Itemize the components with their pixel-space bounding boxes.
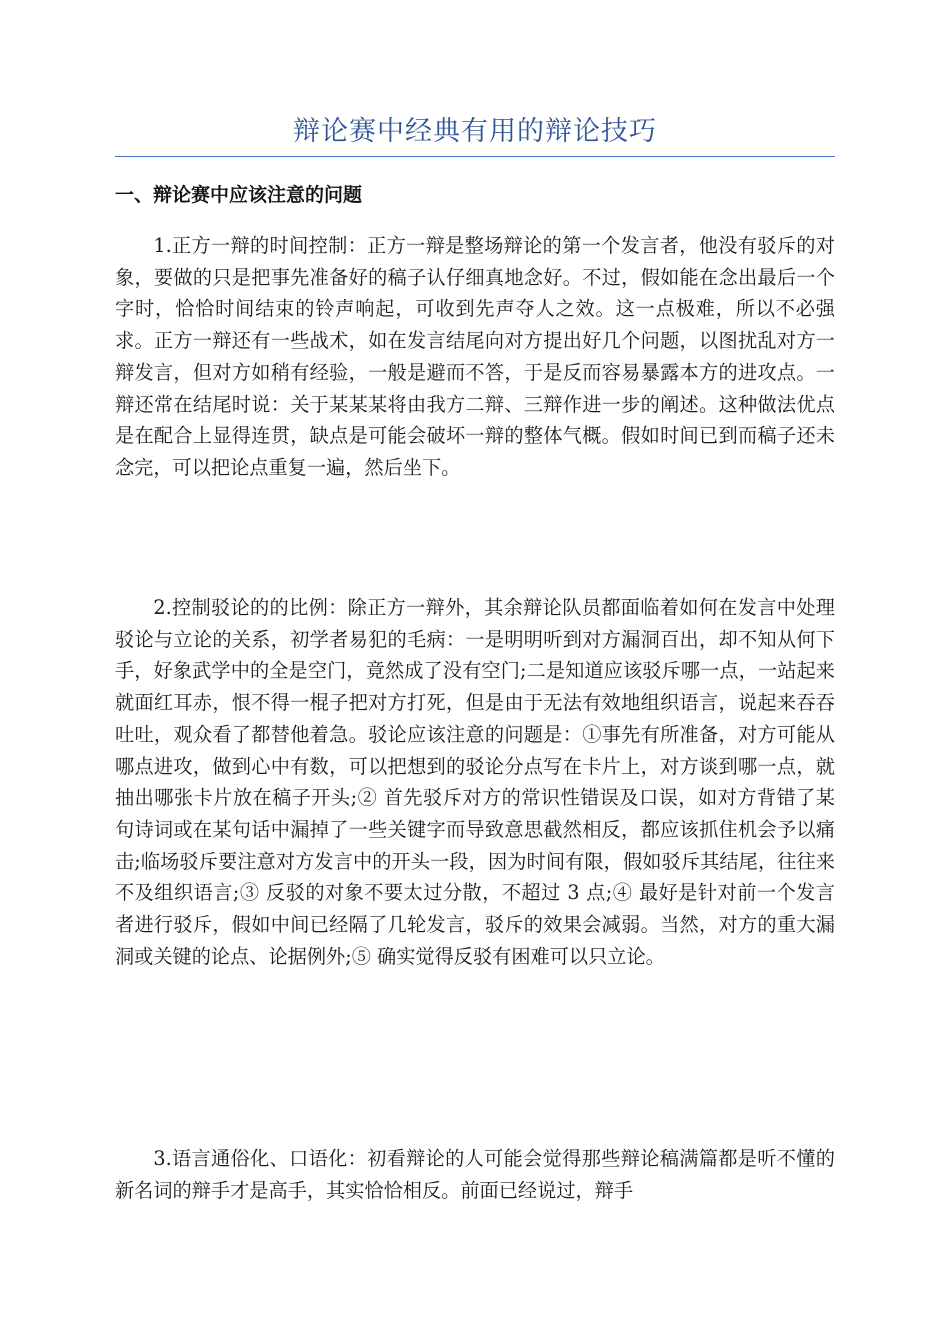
title-underline-divider <box>115 156 835 157</box>
document-title: 辩论赛中经典有用的辩论技巧 <box>293 116 657 147</box>
paragraph-3: 3.语言通俗化、口语化：初看辩论的人可能会觉得那些辩论稿满篇都是听不懂的新名词的辩手才是高手，其实恰恰相反。前面已经说过，辩手 <box>115 1147 835 1202</box>
paragraph-1: 1.正方一辩的时间控制：正方一辩是整场辩论的第一个发言者，他没有驳斥的对象，要做的只是把事先准备好的稿子认仔细真地念好。不过，假如能在念出最后一个字时，恰恰时间结束的铃声响起，可收到先声夺人之效。这一点极难，所以不必强求。正方一辩还有一些战术，如在发言结尾向对方提出好几个问题，以图扰乱对方一辩发言，但对方如稍有经验，一般是避而不答，于是反而容易暴露本方的进攻点。一辩还常在结尾时说：关于某某某将由我方二辩、三辩作进一步的阐述。这种做法优点是在配合上显得连贯，缺点是可能会破坏一辩的整体气概。假如时间已到而稿子还未念完，可以把论点重复一遍，然后坐下。 <box>115 234 835 479</box>
paragraph-2: 2.控制驳论的的比例：除正方一辩外，其余辩论队员都面临着如何在发言中处理驳论与立论的关系，初学者易犯的毛病：一是明明听到对方漏洞百出，却不知从何下手，好象武学中的全是空门，竟然成了没有空门;二是知道应该驳斥哪一点，一站起来就面红耳赤，恨不得一棍子把对方打死，但是由于无法有效地组织语言，说起来吞吞吐吐，观众看了都替他着急。驳论应该注意的问题是：①事先有所准备，对方可能从哪点进攻，做到心中有数，可以把想到的驳论分点写在卡片上，对方谈到哪一点，就抽出哪张卡片放在稿子开头;② 首先驳斥对方的常识性错误及口误，如对方背错了某句诗词或在某句话中漏掉了一些关键字而导致意思截然相反，都应该抓住机会予以痛击;临场驳斥要注意对方发言中的开头一段，因为时间有限，假如驳斥其结尾，往往来不及组织语言;③ 反驳的对象不要太过分散，不超过 3 点;④ 最好是针对前一个发言者进行驳斥，假如中间已经隔了几轮发言，驳斥的效果会减弱。当然，对方的重大漏洞或关键的论点、论据例外;⑤ 确实觉得反驳有困难可以只立论。 <box>115 596 835 968</box>
section-heading: 一、辩论赛中应该注意的问题 <box>115 184 363 206</box>
